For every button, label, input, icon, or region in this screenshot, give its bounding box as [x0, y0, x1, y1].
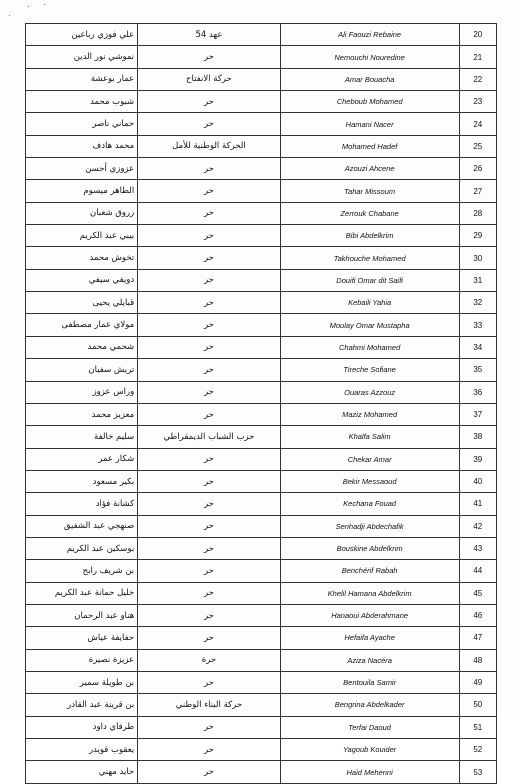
latin-name-cell: Haid Mehenni — [280, 761, 459, 783]
arabic-name-cell: حماني ناصر — [26, 113, 138, 135]
latin-name-cell: Bouskine Abdelkrim — [280, 537, 459, 559]
arabic-name-cell: طرفاي داود — [26, 716, 138, 738]
affiliation-cell: حر — [138, 158, 281, 180]
table-row — [26, 202, 497, 224]
affiliation-cell: حر — [138, 247, 281, 269]
arabic-name-cell: وراس عزوز — [26, 381, 138, 403]
arabic-name-cell: تريش سفيان — [26, 359, 138, 381]
row-number-cell: 35 — [459, 359, 496, 381]
arabic-name-cell: معزيز محمد — [26, 403, 138, 425]
arabic-name-cell: شحمي محمد — [26, 336, 138, 358]
latin-name-cell: Kebaili Yahia — [280, 292, 459, 314]
arabic-name-cell: بكير مسعود — [26, 470, 138, 492]
scan-speck — [9, 15, 10, 16]
latin-name-cell: Tahar Missoum — [280, 180, 459, 202]
row-number-cell: 23 — [459, 91, 496, 113]
row-number-cell: 37 — [459, 403, 496, 425]
table-row — [26, 493, 497, 515]
affiliation-cell: حر — [138, 761, 281, 783]
table-row — [26, 560, 497, 582]
affiliation-cell: حر — [138, 537, 281, 559]
latin-name-cell: Azouzi Ahcene — [280, 158, 459, 180]
latin-name-cell: Amar Bouacha — [280, 68, 459, 90]
table-row — [26, 716, 497, 738]
arabic-name-cell: شكار عمر — [26, 448, 138, 470]
row-number-cell: 33 — [459, 314, 496, 336]
table-row — [26, 426, 497, 448]
affiliation-cell: حر — [138, 604, 281, 626]
affiliation-cell: حرة — [138, 649, 281, 671]
arabic-name-cell: بن قرينة عبد القادر — [26, 694, 138, 716]
arabic-name-cell: تخوش محمد — [26, 247, 138, 269]
latin-name-cell: Khelil Hamana Abdelkrim — [280, 582, 459, 604]
affiliation-cell: حر — [138, 336, 281, 358]
latin-name-cell: Hanaoui Abderahmane — [280, 604, 459, 626]
affiliation-cell: حر — [138, 515, 281, 537]
arabic-name-cell: مولاي عمار مصطفى — [26, 314, 138, 336]
latin-name-cell: Takhouche Mohamed — [280, 247, 459, 269]
latin-name-cell: Moulay Omar Mustapha — [280, 314, 459, 336]
table-row — [26, 403, 497, 425]
row-number-cell: 44 — [459, 560, 496, 582]
latin-name-cell: Kechana Fouad — [280, 493, 459, 515]
arabic-name-cell: عمار بوعشة — [26, 68, 138, 90]
affiliation-cell: حر — [138, 582, 281, 604]
row-number-cell: 36 — [459, 381, 496, 403]
latin-name-cell: Chekar Amar — [280, 448, 459, 470]
row-number-cell: 41 — [459, 493, 496, 515]
affiliation-cell: حر — [138, 470, 281, 492]
affiliation-cell: حر — [138, 225, 281, 247]
affiliation-cell: الحركة الوطنية للأمل — [138, 135, 281, 157]
affiliation-cell: حر — [138, 448, 281, 470]
candidates-table-body — [26, 24, 497, 784]
affiliation-cell: حزب الشباب الديمقراطي — [138, 426, 281, 448]
table-row — [26, 113, 497, 135]
row-number-cell: 42 — [459, 515, 496, 537]
table-row — [26, 292, 497, 314]
row-number-cell: 50 — [459, 694, 496, 716]
arabic-name-cell: نموشي نور الدين — [26, 46, 138, 68]
latin-name-cell: Hefaifa Ayache — [280, 627, 459, 649]
affiliation-cell: حر — [138, 269, 281, 291]
affiliation-cell: حركة الانفتاح — [138, 68, 281, 90]
row-number-cell: 47 — [459, 627, 496, 649]
table-row — [26, 470, 497, 492]
affiliation-cell: حركة البناء الوطني — [138, 694, 281, 716]
arabic-name-cell: زروق شعبان — [26, 202, 138, 224]
row-number-cell: 43 — [459, 537, 496, 559]
arabic-name-cell: علي فوزي رباعين — [26, 24, 138, 46]
latin-name-cell: Nemouchi Nouredine — [280, 46, 459, 68]
affiliation-cell: حر — [138, 739, 281, 761]
table-row — [26, 537, 497, 559]
latin-name-cell: Senhadji Abdechafik — [280, 515, 459, 537]
row-number-cell: 48 — [459, 649, 496, 671]
arabic-name-cell: خليل حمانة عبد الكريم — [26, 582, 138, 604]
row-number-cell: 49 — [459, 671, 496, 693]
affiliation-cell: حر — [138, 202, 281, 224]
row-number-cell: 53 — [459, 761, 496, 783]
arabic-name-cell: شبوب محمد — [26, 91, 138, 113]
table-row — [26, 269, 497, 291]
row-number-cell: 45 — [459, 582, 496, 604]
arabic-name-cell: بيبي عبد الكريم — [26, 225, 138, 247]
candidates-table — [25, 23, 497, 784]
table-row — [26, 225, 497, 247]
affiliation-cell: حر — [138, 627, 281, 649]
table-row — [26, 448, 497, 470]
arabic-name-cell: بن طويلة سمير — [26, 671, 138, 693]
table-row — [26, 359, 497, 381]
arabic-name-cell: دويفي سيفي — [26, 269, 138, 291]
arabic-name-cell: هناو عبد الرحمان — [26, 604, 138, 626]
table-row — [26, 671, 497, 693]
arabic-name-cell: بوسكين عبد الكريم — [26, 537, 138, 559]
affiliation-cell: حر — [138, 403, 281, 425]
row-number-cell: 46 — [459, 604, 496, 626]
table-row — [26, 761, 497, 783]
table-row — [26, 135, 497, 157]
table-row — [26, 314, 497, 336]
row-number-cell: 32 — [459, 292, 496, 314]
row-number-cell: 38 — [459, 426, 496, 448]
affiliation-cell: عهد 54 — [138, 24, 281, 46]
latin-name-cell: Yagoub Kouider — [280, 739, 459, 761]
latin-name-cell: Ouaras Azzouz — [280, 381, 459, 403]
row-number-cell: 21 — [459, 46, 496, 68]
latin-name-cell: Aziza Nacéra — [280, 649, 459, 671]
latin-name-cell: Bibi Abdelkrim — [280, 225, 459, 247]
latin-name-cell: Bengrina Abdelkader — [280, 694, 459, 716]
affiliation-cell: حر — [138, 113, 281, 135]
arabic-name-cell: يعقوب قويدر — [26, 739, 138, 761]
table-row — [26, 627, 497, 649]
affiliation-cell: حر — [138, 493, 281, 515]
row-number-cell: 28 — [459, 202, 496, 224]
latin-name-cell: Chahmi Mohamed — [280, 336, 459, 358]
row-number-cell: 52 — [459, 739, 496, 761]
table-row — [26, 68, 497, 90]
affiliation-cell: حر — [138, 180, 281, 202]
affiliation-cell: حر — [138, 716, 281, 738]
row-number-cell: 40 — [459, 470, 496, 492]
table-row — [26, 739, 497, 761]
table-row — [26, 582, 497, 604]
table-row — [26, 158, 497, 180]
affiliation-cell: حر — [138, 560, 281, 582]
arabic-name-cell: الطاهر ميسوم — [26, 180, 138, 202]
latin-name-cell: Douifi Omar dit Saifi — [280, 269, 459, 291]
row-number-cell: 25 — [459, 135, 496, 157]
latin-name-cell: Tireche Sofiane — [280, 359, 459, 381]
arabic-name-cell: عزوزي أحسن — [26, 158, 138, 180]
affiliation-cell: حر — [138, 91, 281, 113]
table-row — [26, 24, 497, 46]
arabic-name-cell: صنهجي عبد الشفيق — [26, 515, 138, 537]
table-row — [26, 180, 497, 202]
arabic-name-cell: محمد هادف — [26, 135, 138, 157]
latin-name-cell: Bentouila Samir — [280, 671, 459, 693]
arabic-name-cell: عزيزة نصيرة — [26, 649, 138, 671]
latin-name-cell: Khalfa Salim — [280, 426, 459, 448]
row-number-cell: 26 — [459, 158, 496, 180]
scan-speck — [44, 4, 45, 5]
table-row — [26, 247, 497, 269]
arabic-name-cell: حفايفة عياش — [26, 627, 138, 649]
latin-name-cell: Terfai Daoud — [280, 716, 459, 738]
arabic-name-cell: بن شريف رابح — [26, 560, 138, 582]
row-number-cell: 24 — [459, 113, 496, 135]
affiliation-cell: حر — [138, 671, 281, 693]
table-row — [26, 336, 497, 358]
row-number-cell: 30 — [459, 247, 496, 269]
table-row — [26, 46, 497, 68]
latin-name-cell: Bekir Messaoud — [280, 470, 459, 492]
table-row — [26, 91, 497, 113]
row-number-cell: 51 — [459, 716, 496, 738]
row-number-cell: 20 — [459, 24, 496, 46]
scan-speck — [28, 6, 29, 7]
row-number-cell: 34 — [459, 336, 496, 358]
arabic-name-cell: حايد مهني — [26, 761, 138, 783]
latin-name-cell: Cheboub Mohamed — [280, 91, 459, 113]
affiliation-cell: حر — [138, 314, 281, 336]
affiliation-cell: حر — [138, 359, 281, 381]
latin-name-cell: Hamani Nacer — [280, 113, 459, 135]
affiliation-cell: حر — [138, 46, 281, 68]
latin-name-cell: Zerrouk Chabane — [280, 202, 459, 224]
row-number-cell: 22 — [459, 68, 496, 90]
affiliation-cell: حر — [138, 292, 281, 314]
arabic-name-cell: كشانة فؤاد — [26, 493, 138, 515]
affiliation-cell: حر — [138, 381, 281, 403]
row-number-cell: 31 — [459, 269, 496, 291]
row-number-cell: 27 — [459, 180, 496, 202]
row-number-cell: 29 — [459, 225, 496, 247]
latin-name-cell: Ali Faouzi Rebaine — [280, 24, 459, 46]
arabic-name-cell: قبايلي يحيى — [26, 292, 138, 314]
table-row — [26, 381, 497, 403]
table-row — [26, 604, 497, 626]
latin-name-cell: Benchérif Rabah — [280, 560, 459, 582]
latin-name-cell: Mohamed Hadef — [280, 135, 459, 157]
arabic-name-cell: سليم خالفة — [26, 426, 138, 448]
table-row — [26, 515, 497, 537]
table-row — [26, 649, 497, 671]
latin-name-cell: Maziz Mohamed — [280, 403, 459, 425]
row-number-cell: 39 — [459, 448, 496, 470]
